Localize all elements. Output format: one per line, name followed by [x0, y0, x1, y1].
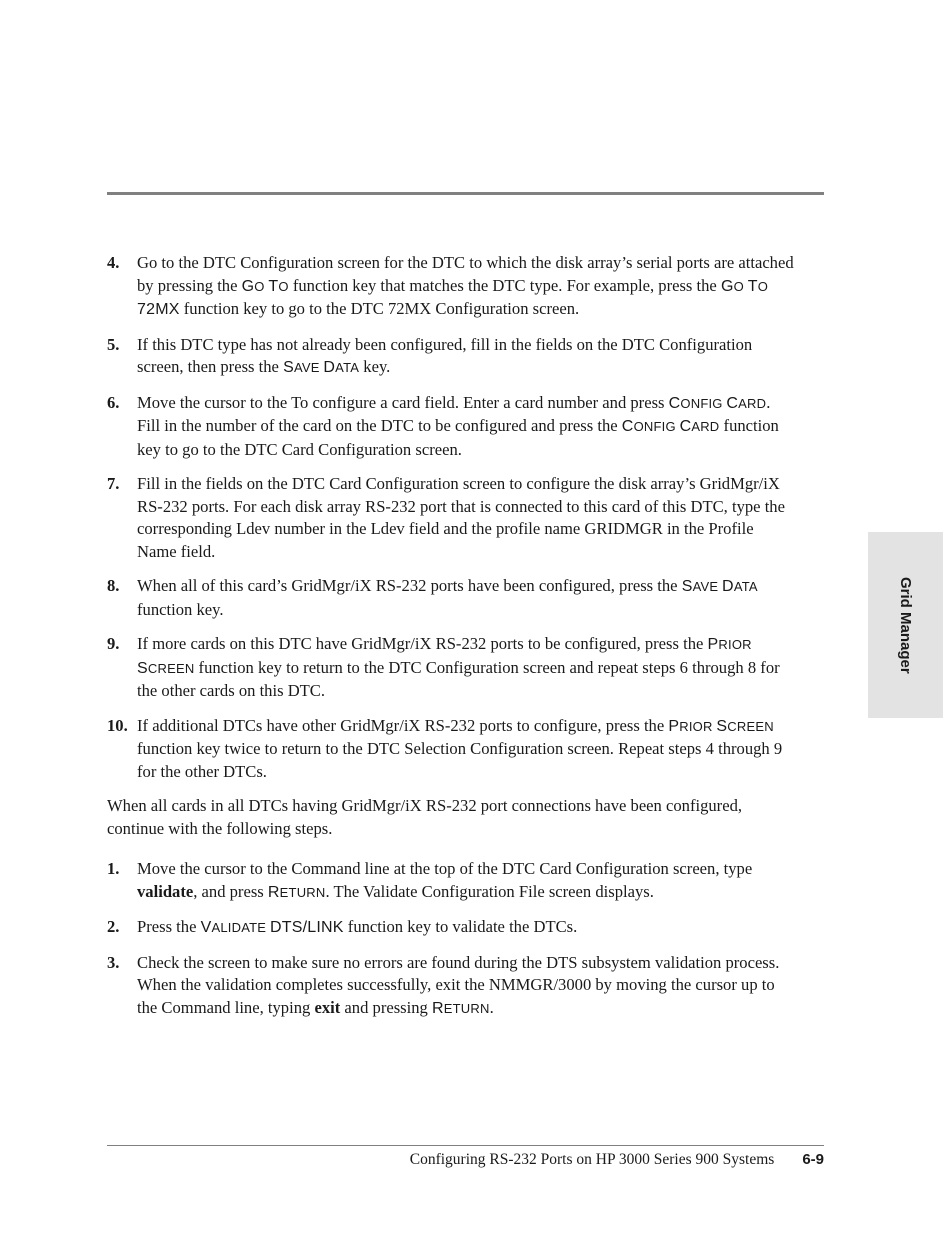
step-number: 4.: [107, 253, 120, 272]
step-text-run: Move the cursor to the To configure a card field. Enter a card number and press: [137, 392, 669, 412]
step-number: 1.: [107, 859, 120, 878]
key-name: CONFIG CARD: [668, 394, 767, 412]
list-item: [107, 334, 797, 380]
step-text-run: function key to validate the DTCs.: [343, 917, 578, 936]
step-text-run: When all of this card’s GridMgr/iX RS-232 ports have been configured, press the: [137, 576, 682, 595]
footer: [410, 1151, 824, 1169]
step-text: [137, 952, 797, 1021]
step-text: [137, 575, 797, 621]
command-text: exit: [314, 997, 341, 1017]
step-text-run: .: [489, 997, 494, 1017]
key-name: GO TO 72MX: [137, 277, 769, 318]
step-text-run: If additional DTCs have other GridMgr/iX RS-232 ports to configure, press the: [137, 715, 669, 735]
step-text-run: Fill in the fields on the DTC Card Configuration screen to configure the disk array’s GridMgr/iX RS-232 ports. For each disk array RS-232 port that is connected to this card of this DTC, type the corresponding Ldev number in the Ldev field and the profile name GRIDMGR in the Profile Name field.: [137, 474, 785, 561]
step-text-run: . The Validate Configuration File screen displays.: [325, 881, 654, 901]
step-text-run: function key to go to the DTC 72MX Configuration screen.: [179, 299, 580, 318]
step-text: [137, 334, 797, 380]
step-text: [137, 633, 797, 703]
step-number: 5.: [107, 334, 120, 354]
key-name: RETURN: [267, 883, 326, 901]
step-number: 6.: [107, 392, 120, 412]
step-text: [137, 392, 797, 462]
step-text-run: key.: [359, 357, 391, 376]
step-text-run: , and press: [193, 881, 268, 901]
step-text-run: Check the screen to make sure no errors are found during the DTS subsystem validation process. When the validation completes successfully, exit the NMMGR/3000 by moving the cursor up to the Command line, typing: [137, 952, 780, 1017]
step-text-run: Move the cursor to the Command line at the top of the DTC Card Configuration screen, type: [137, 859, 753, 878]
step-text-run: function key to return to the DTC Configuration screen and repeat steps 6 through 8 for the other cards on this DTC.: [137, 657, 780, 700]
chapter-tab: [868, 532, 943, 718]
header-rule: [107, 192, 824, 195]
step-text-run: If this DTC type has not already been configured, fill in the fields on the DTC Configuration screen, then press the: [137, 334, 753, 376]
key-name: GO TO: [241, 277, 289, 295]
key-name: SAVE DATA: [681, 578, 758, 595]
procedure-list-a: [107, 252, 797, 783]
step-text: [137, 858, 797, 904]
key-name: VALIDATE DTS/LINK: [200, 919, 344, 936]
page-number: 6-9: [802, 1151, 824, 1168]
page-content: [107, 252, 797, 1032]
step-text-run: function key to go to the DTC Card Configuration screen.: [137, 416, 779, 459]
list-item: [107, 392, 797, 462]
list-item: [107, 715, 797, 784]
key-name: CONFIG CARD: [621, 418, 720, 435]
step-text-run: and pressing: [340, 997, 432, 1017]
procedure-list-b: [107, 858, 797, 1020]
key-name: PRIOR SCREEN: [668, 717, 774, 735]
step-text-run: function key twice to return to the DTC Selection Configuration screen. Repeat steps 4 through 9 for the other DTCs.: [137, 739, 783, 781]
step-text-run: function key that matches the DTC type. For example, press the: [288, 275, 721, 295]
list-item: [107, 473, 797, 563]
step-text: [137, 715, 797, 784]
step-number: 8.: [107, 576, 120, 595]
list-item: [107, 575, 797, 621]
list-item: [107, 916, 797, 940]
step-text-run: If more cards on this DTC have GridMgr/iX RS-232 ports to be configured, press the: [137, 634, 708, 653]
step-text-run: Press the: [137, 917, 201, 936]
step-text-run: function key.: [137, 599, 224, 619]
step-number: 2.: [107, 917, 120, 936]
list-item: [107, 858, 797, 904]
step-text: [137, 252, 797, 322]
step-number: 3.: [107, 952, 120, 972]
step-text-run: Go to the DTC Configuration screen for the DTC to which the disk array’s serial ports are attached by pressing the: [137, 253, 794, 295]
chapter-tab-label: Grid Manager: [897, 576, 914, 674]
key-name: PRIOR SCREEN: [137, 636, 752, 677]
list-item: [107, 252, 797, 322]
step-text-run: . Fill in the number of the card on the DTC to be configured and press the: [137, 392, 771, 435]
key-name: RETURN: [431, 999, 490, 1017]
key-name: SAVE DATA: [283, 359, 360, 376]
step-number: 9.: [107, 634, 120, 653]
list-item: [107, 952, 797, 1021]
footer-title: Configuring RS-232 Ports on HP 3000 Series 900 Systems: [409, 1151, 775, 1168]
list-item: [107, 633, 797, 703]
intro-paragraph: When all cards in all DTCs having GridMgr/iX RS-232 port connections have been configured, continue with the following steps.: [107, 796, 743, 838]
step-number: 10.: [107, 715, 128, 735]
footer-rule: [107, 1145, 824, 1146]
step-text: [137, 916, 797, 940]
step-number: 7.: [107, 474, 120, 493]
command-text: validate: [137, 881, 194, 901]
step-text: [137, 473, 797, 563]
